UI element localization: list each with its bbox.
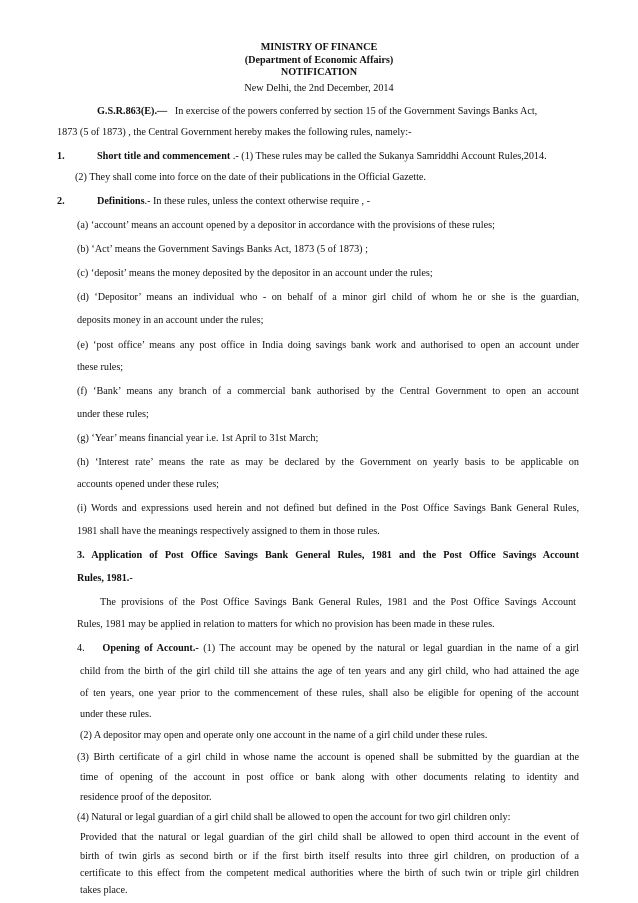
definition-e-line-2: these rules;: [77, 362, 124, 373]
section-4-sub-3-line-2: time of opening of the account in post office or bank along with other documents relating to identity and: [80, 772, 579, 783]
preamble-line-1: [97, 106, 579, 117]
definition-d-line-1: (d) ‘Depositor’ means an individual who - on behalf of a minor girl child of whom he or she is the guardian,: [77, 292, 579, 303]
preamble-text: In exercise of the powers conferred by section 15 of the Government Savings Banks Act,: [174, 106, 538, 117]
definition-f-line-1: (f) ‘Bank’ means any branch of a commercial bank authorised by the Central Government to open an account: [77, 386, 579, 397]
definition-g: (g) ‘Year’ means financial year i.e. 1st April to 31st March;: [77, 433, 319, 444]
proviso-line-2: birth of twin girls as second birth or if the first birth itself results into three girl children, on production of a: [80, 851, 579, 862]
section-1-heading: Short title and commencement: [97, 151, 231, 162]
definition-h-line-2: accounts opened under these rules;: [77, 479, 220, 490]
section-4-sub-1-start: (1) The account may be opened by the natural or legal guardian in the name of a girl: [203, 643, 580, 654]
proviso-line-3: certificate to this effect from the competent medical authorities where the birth of such twin or triple girl children: [80, 868, 579, 879]
section-2-number: 2.: [57, 196, 65, 207]
section-3-heading-line-2: Rules, 1981.-: [77, 573, 133, 584]
section-3-text-line-2: Rules, 1981 may be applied in relation to matters for which no provision has been made in these rules.: [77, 619, 495, 630]
proviso-line-1: Provided that the natural or legal guardian of the girl child shall be allowed to open third account in the event of: [80, 832, 579, 843]
section-4-sub-1-line-4: under these rules.: [80, 709, 152, 720]
section-2-intro: .- In these rules, unless the context otherwise require , -: [144, 196, 371, 207]
section-1-number: 1.: [57, 151, 65, 162]
section-4-heading: Opening of Account.-: [102, 643, 199, 654]
definition-i-line-2: 1981 shall have the meanings respectively assigned to them in those rules.: [77, 526, 380, 537]
definition-a: (a) ‘account’ means an account opened by a depositor in accordance with the provisions of these rules;: [77, 220, 495, 231]
section-1-line: [97, 151, 547, 162]
section-1-text: .- (1) These rules may be called the Sukanya Samriddhi Account Rules,2014.: [232, 151, 547, 162]
section-2-line: [97, 196, 370, 207]
section-2-heading: Definitions: [97, 196, 145, 207]
section-1-sub-2: (2) They shall come into force on the date of their publications in the Official Gazette.: [75, 172, 426, 183]
section-3-text-line-1: The provisions of the Post Office Savings Bank General Rules, 1981 and the Post Office Savings Account: [100, 597, 576, 608]
preamble-line-2: 1873 (5 of 1873) , the Central Government hereby makes the following rules, namely:-: [57, 127, 412, 138]
definition-b: (b) ‘Act’ means the Government Savings Banks Act, 1873 (5 of 1873) ;: [77, 244, 368, 255]
section-4-sub-1-line-3: of ten years, one year prior to the commencement of these rules, shall also be eligible for opening of the account: [80, 688, 579, 699]
section-4-sub-3-line-3: residence proof of the depositor.: [80, 792, 212, 803]
definition-f-line-2: under these rules;: [77, 409, 149, 420]
notification-date: New Delhi, the 2nd December, 2014: [244, 82, 394, 94]
definition-d-line-2: deposits money in an account under the rules;: [77, 315, 264, 326]
ministry-title: MINISTRY OF FINANCE: [260, 42, 378, 53]
notification-header: [0, 42, 638, 95]
gsr-reference: G.S.R.863(E).—: [97, 106, 168, 117]
section-4-number: 4.: [77, 643, 85, 654]
definition-e-line-1: (e) ‘post office’ means any post office in India doing savings bank work and authorised to open an account under: [77, 340, 579, 351]
proviso-line-4: takes place.: [80, 885, 128, 896]
definition-c: (c) ‘deposit’ means the money deposited by the depositor in an account under the rules;: [77, 268, 433, 279]
section-4-sub-4: (4) Natural or legal guardian of a girl child shall be allowed to open the account for two girl children only:: [77, 812, 511, 823]
definition-h-line-1: (h) ‘Interest rate’ means the rate as may be declared by the Government on yearly basis to be applicable on: [77, 457, 579, 468]
definition-i-line-1: (i) Words and expressions used herein and not defined but defined in the Post Office Savings Bank General Rules,: [77, 503, 579, 514]
department-title: (Department of Economic Affairs): [244, 54, 394, 66]
section-3-heading-line-1: 3. Application of Post Office Savings Bank General Rules, 1981 and the Post Office Savings Account: [77, 550, 579, 561]
section-4-sub-2: (2) A depositor may open and operate only one account in the name of a girl child under these rules.: [80, 730, 488, 741]
section-4-sub-3-line-1: (3) Birth certificate of a girl child in whose name the account is opened shall be submitted by the guardian at the: [77, 752, 579, 763]
notification-title: NOTIFICATION: [280, 67, 358, 78]
section-4-line-1: [77, 643, 579, 654]
section-4-sub-1-line-2: child from the birth of the girl child till she attains the age of ten years and any girl child, who had attained the age: [80, 666, 579, 677]
